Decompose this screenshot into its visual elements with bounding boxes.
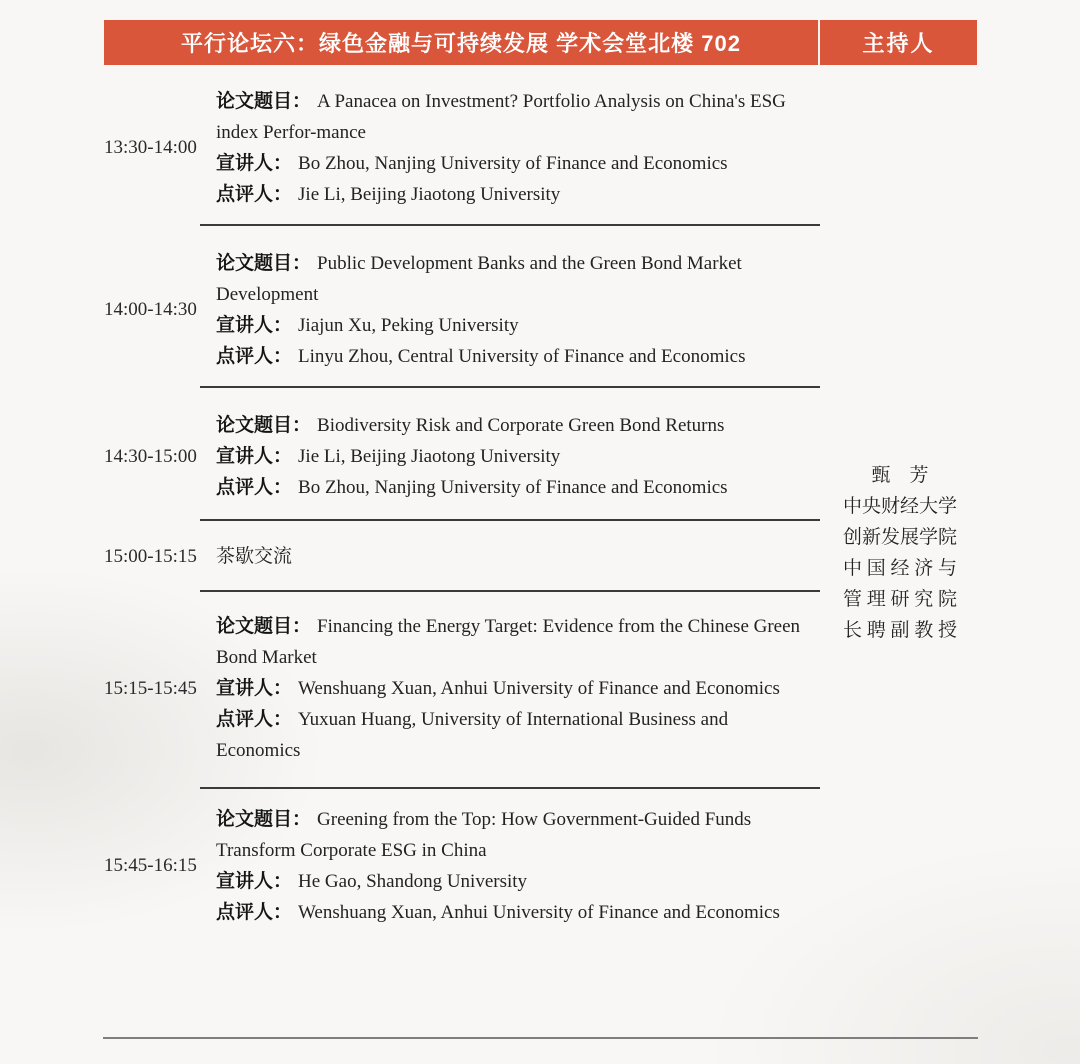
paper-title: A Panacea on Investment? Portfolio Analysis on China's ESG index Perfor-mance xyxy=(216,91,786,143)
presenter: Jiajun Xu, Peking University xyxy=(298,315,519,336)
presenter: He Gao, Shandong University xyxy=(298,871,528,892)
presenter: Bo Zhou, Nanjing University of Finance and Economics xyxy=(298,153,728,174)
session-time: 14:30-15:00 xyxy=(104,445,197,467)
moderator-affiliation-line: 管理研究院 xyxy=(843,589,957,610)
session-time: 13:30-14:00 xyxy=(104,137,197,158)
paper-title-label: 论文题目： xyxy=(216,91,312,112)
session-details xyxy=(216,611,808,766)
paper-title: Public Development Banks and the Green Bond Market Development xyxy=(216,253,742,305)
discussant-line xyxy=(216,472,808,503)
session-details xyxy=(216,804,808,928)
moderator-info xyxy=(843,460,957,646)
moderator-affiliation-line: 创新发展学院 xyxy=(843,527,958,548)
moderator-column-header: 主持人 xyxy=(862,31,935,56)
moderator-affiliation-line: 中央财经大学 xyxy=(843,496,958,517)
discussant: Wenshuang Xuan, Anhui University of Finance and Economics xyxy=(298,902,780,923)
session-row-2 xyxy=(104,226,820,386)
discussant-label: 点评人： xyxy=(216,184,293,205)
session-details xyxy=(216,410,808,503)
paper-title-line xyxy=(216,410,808,441)
paper-title-label: 论文题目： xyxy=(216,253,312,274)
moderator-affiliation-line: 长聘副教授 xyxy=(843,620,957,641)
forum-header-bar xyxy=(104,20,977,65)
tea-break-line xyxy=(216,541,808,572)
presenter-label: 宣讲人： xyxy=(216,315,293,336)
session-row-5 xyxy=(104,592,820,787)
schedule-table xyxy=(104,86,820,944)
presenter-line xyxy=(216,866,808,897)
presenter-label: 宣讲人： xyxy=(216,871,293,892)
discussant: Jie Li, Beijing Jiaotong University xyxy=(298,184,561,205)
tea-break-row xyxy=(104,521,820,590)
discussant-label: 点评人： xyxy=(216,477,293,498)
paper-title: Financing the Energy Target: Evidence from the Chinese Green Bond Market xyxy=(216,616,801,668)
discussant-label: 点评人： xyxy=(216,346,293,367)
session-details xyxy=(216,248,808,372)
discussant-line xyxy=(216,897,808,928)
presenter: Wenshuang Xuan, Anhui University of Finance and Economics xyxy=(298,678,780,699)
discussant-line xyxy=(216,341,808,372)
presenter-label: 宣讲人： xyxy=(216,153,293,174)
discussant: Yuxuan Huang, University of International Business and Economics xyxy=(216,709,729,761)
session-time: 15:15-15:45 xyxy=(104,677,197,699)
presenter-line xyxy=(216,673,808,704)
discussant-line xyxy=(216,179,808,210)
discussant-label: 点评人： xyxy=(216,902,293,923)
session-time: 14:00-14:30 xyxy=(104,299,197,320)
paper-title-line xyxy=(216,248,808,310)
paper-title: Greening from the Top: How Government-Guided Funds Transform Corporate ESG in China xyxy=(216,809,752,861)
discussant-line xyxy=(216,704,808,766)
session-details xyxy=(216,86,808,210)
paper-title-label: 论文题目： xyxy=(216,616,312,637)
forum-title: 平行论坛六：绿色金融与可持续发展 学术会堂北楼 702 xyxy=(181,31,741,56)
paper-title-line xyxy=(216,86,808,148)
presenter-line xyxy=(216,310,808,341)
presenter-line xyxy=(216,148,808,179)
session-time: 15:45-16:15 xyxy=(104,855,197,876)
paper-title: Biodiversity Risk and Corporate Green Bond Returns xyxy=(317,415,725,436)
tea-break-text: 茶歇交流 xyxy=(216,546,293,567)
paper-title-line xyxy=(216,804,808,866)
paper-title-label: 论文题目： xyxy=(216,415,312,436)
discussant-label: 点评人： xyxy=(216,709,293,730)
moderator-name: 甄 芳 xyxy=(871,465,929,486)
session-row-3 xyxy=(104,388,820,519)
presenter-label: 宣讲人： xyxy=(216,678,293,699)
bottom-rule xyxy=(103,1037,978,1039)
session-time: 15:00-15:15 xyxy=(104,545,197,567)
session-row-6 xyxy=(104,789,820,944)
paper-title-label: 论文题目： xyxy=(216,809,312,830)
session-details xyxy=(216,541,808,572)
session-row-1 xyxy=(104,86,820,224)
discussant: Linyu Zhou, Central University of Finance and Economics xyxy=(298,346,746,367)
paper-title-line xyxy=(216,611,808,673)
presenter: Jie Li, Beijing Jiaotong University xyxy=(298,446,561,467)
presenter-line xyxy=(216,441,808,472)
moderator-affiliation-line: 中国经济与 xyxy=(843,558,957,579)
discussant: Bo Zhou, Nanjing University of Finance and Economics xyxy=(298,477,728,498)
presenter-label: 宣讲人： xyxy=(216,446,293,467)
